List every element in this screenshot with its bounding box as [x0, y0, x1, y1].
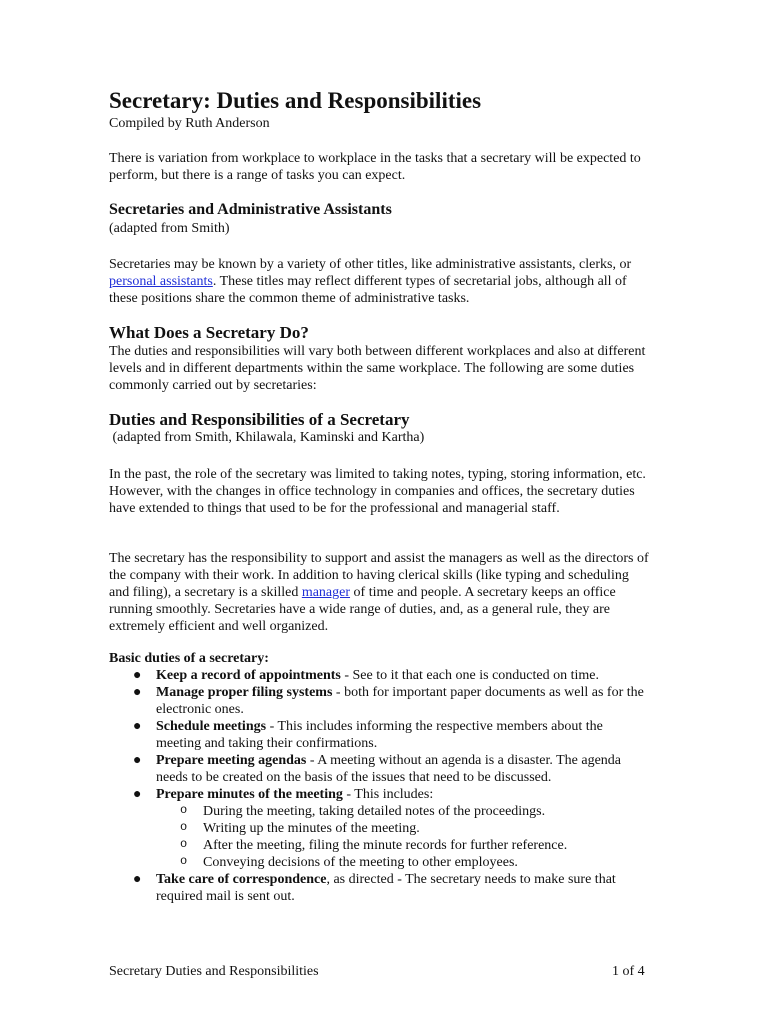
list-item [109, 752, 649, 786]
author-byline: Compiled by Ruth Anderson [109, 116, 270, 131]
basic-duties-label: Basic duties of a secretary: [109, 651, 269, 666]
bullet-icon: ● [133, 668, 142, 683]
responsibility-text-start: The secretary has the responsibility to support and assist the managers as well as the directors of the company with their work. In addition to having clerical skills (like typing and scheduling and filing), a secretary is a skilled [109, 551, 649, 600]
heading-duties-responsibilities: Duties and Responsibilities of a Secretary [109, 410, 410, 429]
bullet-icon: ● [133, 685, 142, 700]
duty-title: Manage proper filing systems [156, 685, 333, 700]
personal-assistants-link[interactable]: personal assistants [109, 274, 213, 289]
heading-what-does-secretary-do: What Does a Secretary Do? [109, 323, 309, 342]
duty-text: - This includes: [342, 787, 434, 802]
duty-title: Prepare minutes of the meeting [156, 787, 343, 802]
duty-text: - See to it that each one is conducted on time. [340, 668, 599, 683]
circle-bullet-icon: o [180, 803, 188, 817]
titles-text-start: Secretaries may be known by a variety of other titles, like administrative assistants, clerks, or [109, 257, 632, 272]
bullet-icon: ● [133, 753, 142, 768]
responsibility-paragraph [109, 550, 649, 635]
sub-list-item [156, 854, 649, 871]
list-item [109, 684, 649, 718]
circle-bullet-icon: o [180, 854, 188, 868]
responsibility-text-end: of time and people. A secretary keeps an office running smoothly. Secretaries have a wide range of duties, and, as a general rule, they are extremely efficient and well organized. [109, 585, 616, 634]
duty-text: , as directed - The secretary needs to make sure that required mail is sent out. [156, 872, 616, 904]
sub-list-item [156, 820, 649, 837]
basic-duties-list [109, 667, 649, 905]
source-note-multiple: (adapted from Smith, Khilawala, Kaminski and Kartha) [109, 430, 425, 445]
intro-paragraph: There is variation from workplace to workplace in the tasks that a secretary will be expected to perform, but there is a range of tasks you can expect. [109, 151, 641, 183]
duty-title: Prepare meeting agendas [156, 753, 307, 768]
sub-list-item [156, 837, 649, 854]
list-item [109, 871, 649, 905]
titles-text-end: . These titles may reflect different types of secretarial jobs, although all of these positions share the common theme of administrative tasks. [109, 274, 627, 306]
bullet-icon: ● [133, 719, 142, 734]
sub-list-item [156, 803, 649, 820]
footer-page-number: 1 of 4 [612, 964, 645, 979]
duties-vary-paragraph: The duties and responsibilities will vary both between different workplaces and also at different levels and in different departments within the same workplace. The following are some duties commonly carried out by secretaries: [109, 344, 646, 393]
duty-title: Schedule meetings [156, 719, 267, 734]
duty-title: Keep a record of appointments [156, 668, 341, 683]
list-item [109, 667, 649, 684]
sub-item-text: During the meeting, taking detailed notes of the proceedings. [203, 804, 546, 819]
circle-bullet-icon: o [180, 837, 188, 851]
list-item [109, 718, 649, 752]
sub-item-text: Conveying decisions of the meeting to other employees. [203, 855, 518, 870]
bullet-icon: ● [133, 872, 142, 887]
list-item [109, 786, 649, 871]
document-title: Secretary: Duties and Responsibilities [109, 88, 482, 113]
past-role-paragraph: In the past, the role of the secretary was limited to taking notes, typing, storing information, etc. However, with the changes in office technology in companies and offices, the secretary duties have extended to things that used to be for the professional and managerial staff. [109, 467, 646, 516]
sub-item-text: Writing up the minutes of the meeting. [203, 821, 420, 836]
duty-text: - This includes informing the respective members about the meeting and taking their confirmations. [156, 719, 603, 751]
heading-secretaries-admin-assistants: Secretaries and Administrative Assistants [109, 201, 392, 218]
sub-item-text: After the meeting, filing the minute records for further reference. [203, 838, 568, 853]
duty-title: Take care of correspondence [156, 872, 327, 887]
circle-bullet-icon: o [180, 820, 188, 834]
footer-document-title: Secretary Duties and Responsibilities [109, 964, 319, 979]
minutes-sub-list [156, 803, 649, 871]
bullet-icon: ● [133, 787, 142, 802]
duty-text: - A meeting without an agenda is a disaster. The agenda needs to be created on the basis of the issues that need to be discussed. [156, 753, 622, 785]
manager-link[interactable]: manager [301, 585, 351, 600]
source-note-smith: (adapted from Smith) [109, 221, 230, 236]
duty-text: - both for important paper documents as well as for the electronic ones. [156, 685, 644, 717]
titles-paragraph [109, 256, 649, 307]
